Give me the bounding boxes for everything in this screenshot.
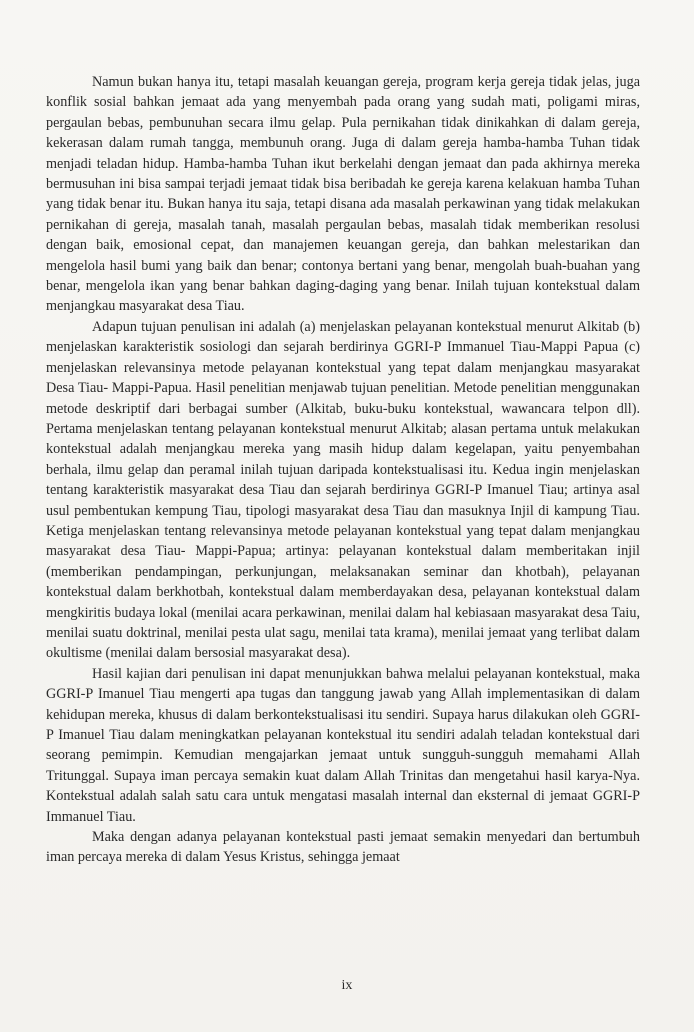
page-number: ix <box>341 978 353 993</box>
paragraph: Hasil kajian dari penulisan ini dapat menunjukkan bahwa melalui pelayanan kontekstual, maka GGRI-P Imanuel Tiau mengerti apa tugas dan tanggung jawab yang Allah implementasikan di dalam kehidupan mereka, khusus di dalam berkontekstualisasi itu sendiri. Supaya harus dilakukan oleh GGRI-P Imanuel Tiau dalam meningkatkan pelayanan kontekstual itu sendiri adalah teladan kontekstual dari seorang pemimpin. Kemudian mengajarkan jemaat untuk sungguh-sungguh memahami Allah Tritunggal. Supaya iman percaya semakin kuat dalam Allah Trinitas dan mengetahui hasil karya-Nya. Kontekstual adalah salah satu cara untuk mengatasi masalah internal dan eksternal di jemaat GGRI-P Immanuel Tiau. <box>46 665 640 825</box>
paragraph: Maka dengan adanya pelayanan kontekstual pasti jemaat semakin menyedari dan bertumbuh iman percaya mereka di dalam Yesus Kristus, sehingga jemaat <box>46 829 640 866</box>
paragraph: Adapun tujuan penulisan ini adalah (a) menjelaskan pelayanan kontekstual menurut Alkitab (b) menjelaskan karakteristik sosiologi dan sejarah berdirinya GGRI-P Immanuel Tiau-Mappi Papua (c) menjelaskan relevansinya metode pelayanan kontekstual yang tepat dalam menjangkau masyarakat Desa Tiau- Mappi-Papua. Hasil penelitian menjawab tujuan penelitian. Metode penelitian menggunakan metode deskriptif dari berbagai sumber (Alkitab, buku-buku kontekstual, wawancara telpon dll). Pertama menjelaskan tentang pelayanan kontekstual menurut Alkitab; alasan pertama untuk melakukan kontekstual adalah menjangkau mereka yang masih hidup dalam kegelapan, yaitu penyembahan berhala, ilmu gelap dan peramal inilah tujuan daripada kontekstualisasi itu. Kedua ingin menjelaskan tentang karakteristik masyarakat desa Tiau dan sejarah berdirinya GGRI-P Imanuel Tiau; artinya asal usul pembentukan kempung Tiau, tipologi masyarakat desa Tiau dan masuknya Injil di kampung Tiau. Ketiga menjelaskan tentang relevansinya metode pelayanan kontekstual yang tepat dalam menjangkau masyarakat desa Tiau- Mappi-Papua; artinya: pelayanan kontekstual dalam memberitakan injil (memberikan pendampingan, perkunjungan, melaksanakan seminar dan khotbah), pelayanan kontekstual dalam berkhotbah, kontekstual dalam memberdayakan desa, pelayanan kontekstual dalam mengkiritis budaya lokal (menilai acara perkawinan, menilai dalam hal kebiasaan masyarakat desa Taiu, menilai suatu doktrinal, menilai pesta ulat sagu, menilai tata krama), menilai jemaat yang terlibat dalam okultisme (menilai dalam bersosial masyarakat desa). <box>46 318 640 662</box>
paragraph: Namun bukan hanya itu, tetapi masalah keuangan gereja, program kerja gereja tidak jelas, juga konflik sosial bahkan jemaat ada yang menyembah pada orang yang sudah mati, poligami miras, pergaulan bebas, pembunuhan secara ilmu gelap. Pula pernikahan tidak dinikahkan di dalam gereja, kekerasan dalam rumah tangga, membunuh orang. Juga di dalam gereja hamba-hamba Tuhan tidak menjadi teladan hidup. Hamba-hamba Tuhan ikut berkelahi dengan jemaat dan pada akhirnya mereka bermusuhan ini bisa sampai terjadi jemaat tidak bisa beribadah ke gereja karena kelakuan hamba Tuhan yang tidak benar itu. Bukan hanya itu saja, tetapi disana ada masalah perkawinan yang tidak melakukan pernikahan di gereja, masalah tanah, masalah pergaulan bebas, masalah tidak memberikan resolusi dengan baik, emosional cepat, dan manajemen keuangan gereja, dan bahkan melestarikan dan mengelola hasil bumi yang baik dan benar; contonya bertani yang benar, mengolah buah-buahan yang benar, mengelola ikan yang benar bahkan daging-daging yang benar. Inilah tujuan kontekstual dalam menjangkau masyarakat desa Tiau. <box>46 74 640 315</box>
document-body <box>46 72 640 868</box>
